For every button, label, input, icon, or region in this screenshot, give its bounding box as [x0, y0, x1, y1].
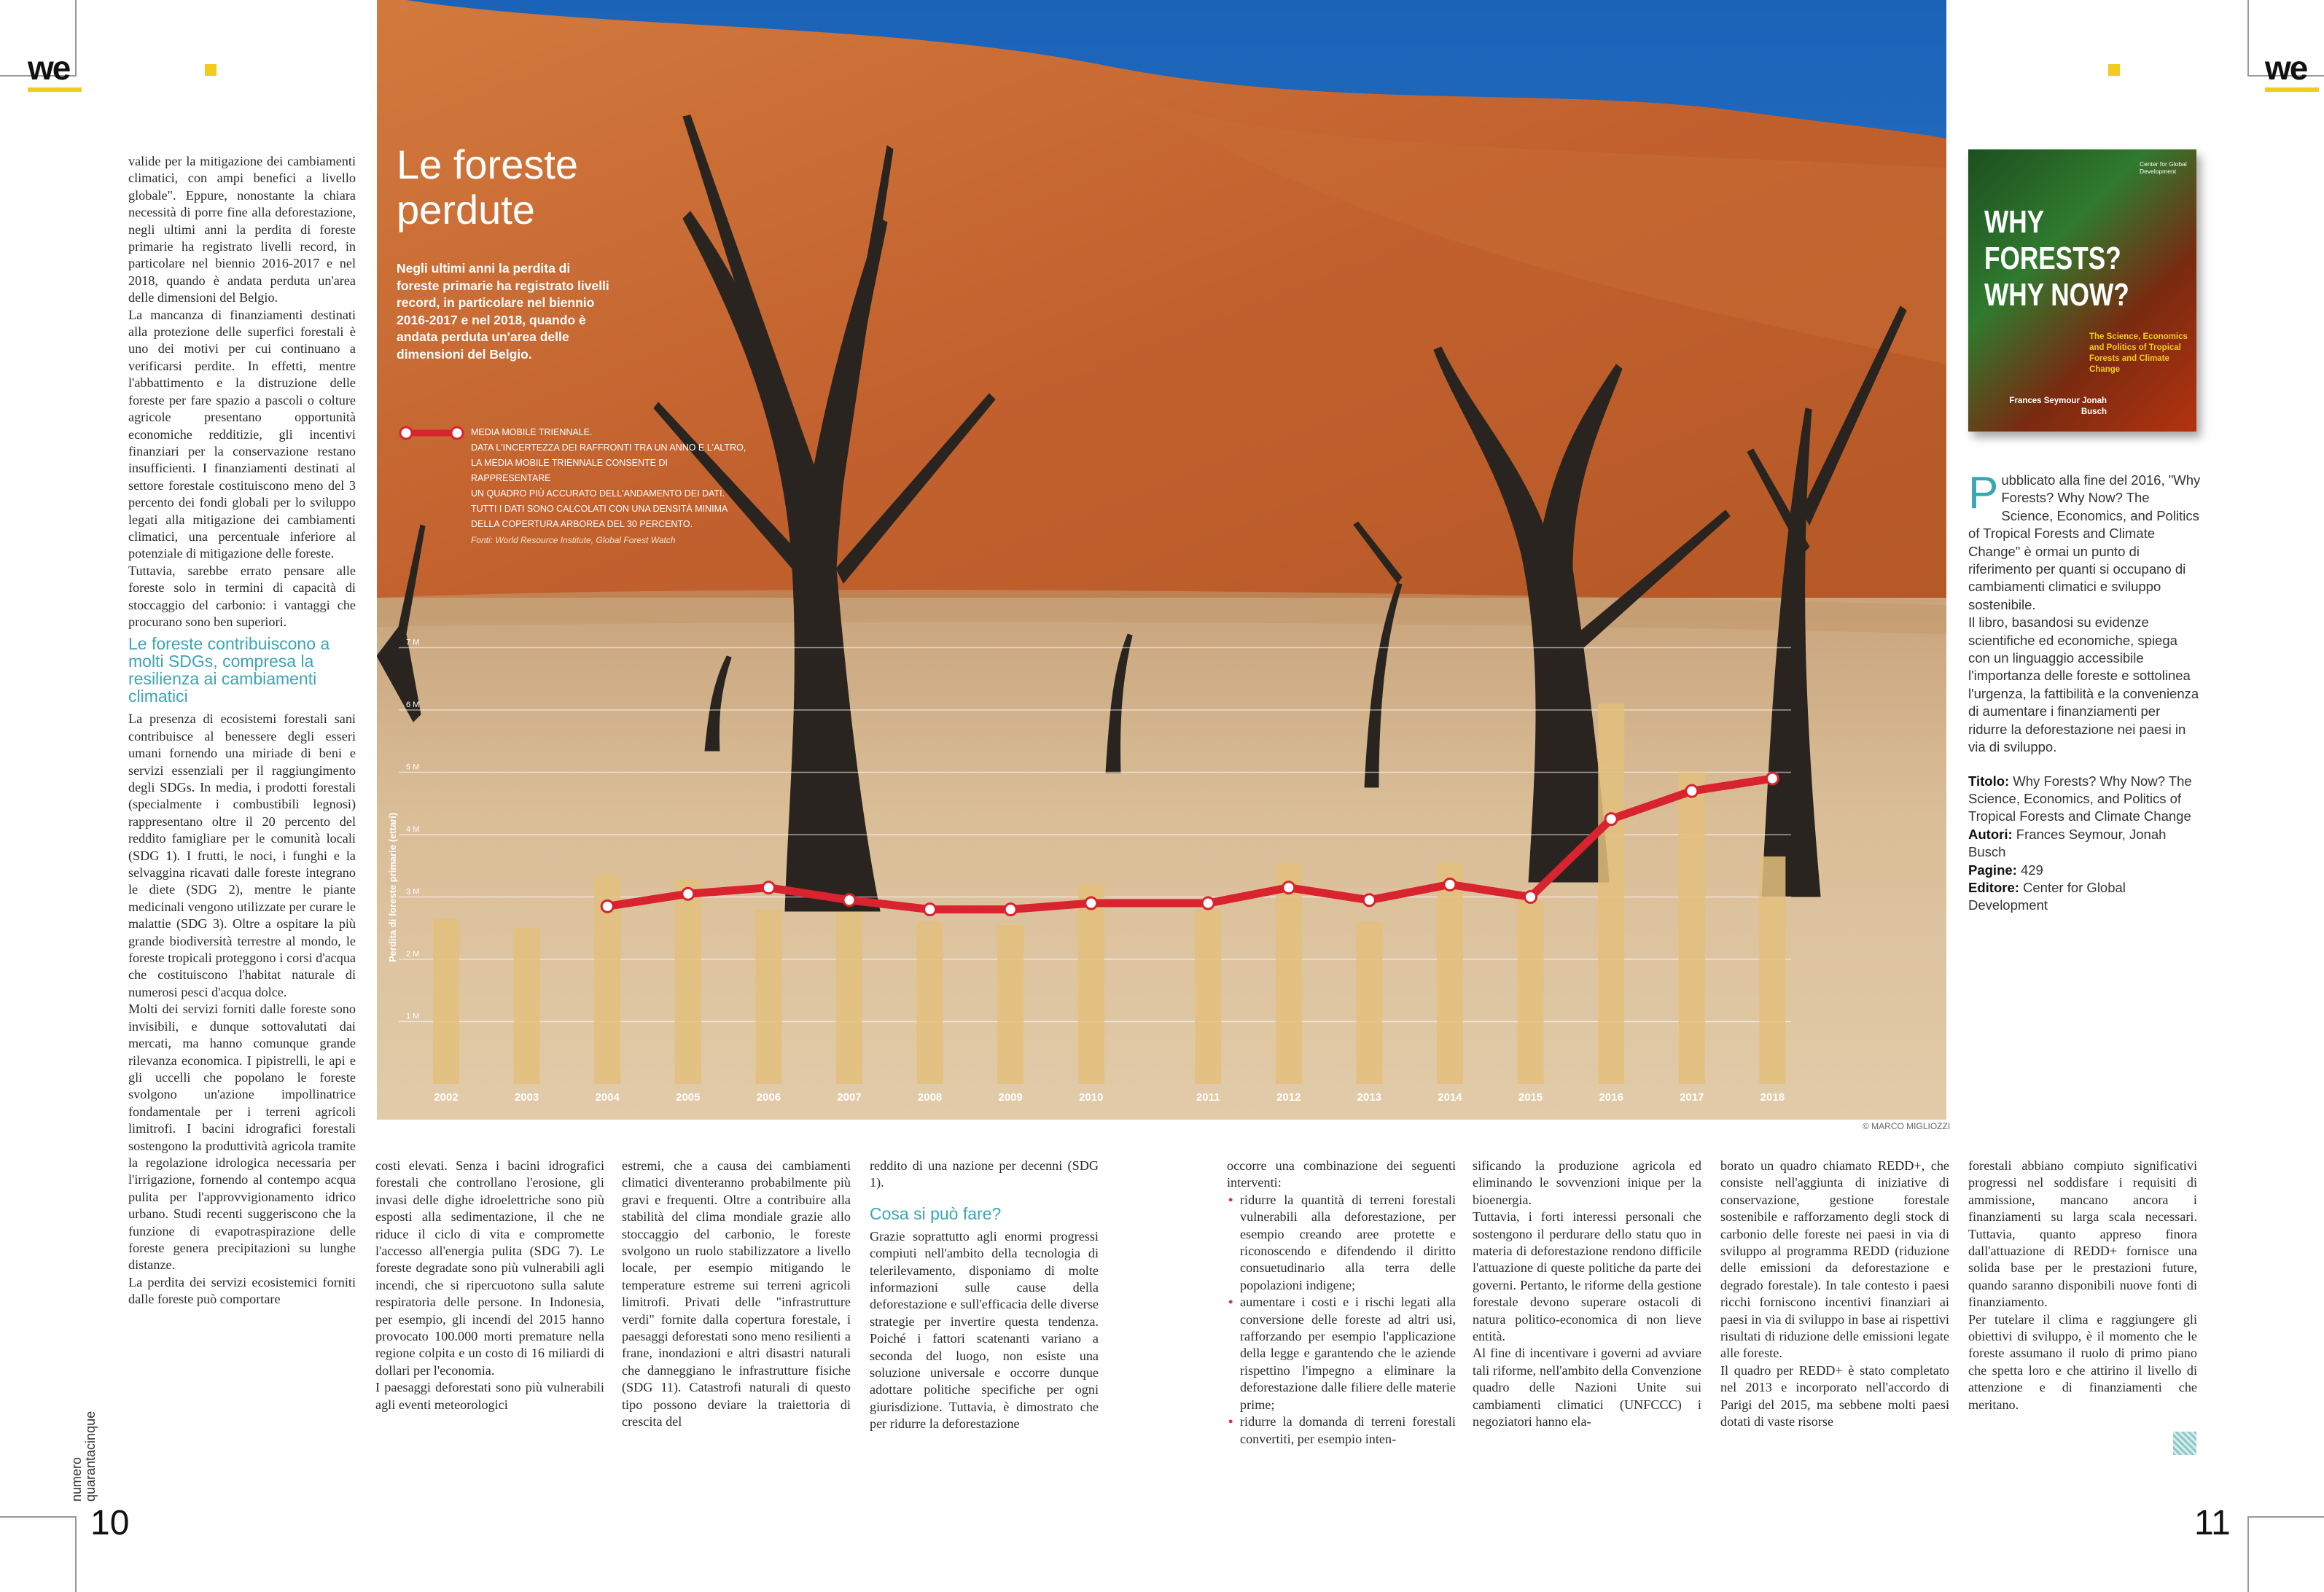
- y-tick-label: 7 M: [406, 638, 420, 647]
- x-tick-label: 2016: [1599, 1091, 1623, 1104]
- x-tick-label: 2003: [514, 1091, 539, 1104]
- book-title-meta: Titolo: Why Forests? Why Now? The Science, Economics, and Politics of Tropical Forests and Climate Change: [1968, 773, 2192, 824]
- logo-underline: [2265, 87, 2319, 92]
- legend-note: UN QUADRO PIÙ ACCURATO DELL'ANDAMENTO DEI DATI.: [471, 488, 725, 499]
- paragraph: La presenza di ecosistemi forestali sani contribuisce al benessere degli esseri umani fornendo una miriade di beni e servizi essenziali per il raggiungimento degli SDGs. In media, i prodotti forestali (specialmente i combustibili legnosi) rappresentano oltre il 20 percento del reddito famigliare per le comunità locali (SDG 1). I frutti, le noci, i funghi e la selvaggina ricavati dalle foreste integrano le diete (SDG 2), mentre le piante medicinali vengono utilizzate per curare le malattie (SDG 3). Oltre a ospitare la più grande biodiversità terrestre al mondo, le foreste tropicali proteggono i corsi d'acqua che costituiscono l'habitat naturale di numerosi pesci d'acqua dolce.: [128, 711, 356, 999]
- chart-bar: [997, 925, 1023, 1084]
- chart-bar: [917, 922, 943, 1084]
- chart-legend: [471, 425, 748, 532]
- article-column-5: [1227, 1158, 1456, 1448]
- brand-logo-left: [28, 48, 86, 92]
- paragraph: costi elevati. Senza i bacini idrografici forestali che controllano l'erosione, gli invasi delle dighe idroelettriche sono più esposti alla sedimentazione, il che ne riduce il ciclo di vita e compromette l'accesso all'energia pulita (SDG 7). Le foreste degradate sono più vulnerabili agli incendi, che si ripercuotono sulla salute respiratoria delle persone. In Indonesia, per esempio, gli incendi del 2015 hanno provocato 100.000 morti premature nella regione colpita e un costo di 16 miliardi di dollari per l'economia.: [375, 1158, 604, 1378]
- chart-bar: [1078, 884, 1104, 1084]
- chart-bars: [433, 703, 1785, 1084]
- line-point: [601, 900, 613, 912]
- paragraph: Tuttavia, i forti interessi personali che sostengono il perdurare dello statu quo in materia di deforestazione rendono difficile l'attuazione di queste politiche da parte dei governi. Pertanto, le riforme della gestione forestale devono superare ostacoli di natura politico-economica di non lieve entità.: [1473, 1209, 1701, 1344]
- line-point: [1766, 773, 1778, 784]
- article-column-4: [870, 1158, 1099, 1433]
- book-review: [1968, 468, 2202, 915]
- chart-bar: [836, 913, 862, 1084]
- brand-logo-right: [2265, 48, 2323, 92]
- chart-bar: [675, 878, 701, 1084]
- issue-label: numero quarantacinque: [69, 1410, 98, 1502]
- logo-text: we: [2265, 49, 2307, 87]
- x-tick-label: 2011: [1196, 1091, 1220, 1104]
- y-tick-label: 4 M: [406, 825, 420, 834]
- line-point: [1202, 897, 1214, 909]
- crop-mark: [75, 1516, 77, 1592]
- line-point: [1605, 813, 1617, 825]
- paragraph: La mancanza di finanziamenti destinati alla protezione delle superfici forestali è uno dei motivi per cui continuano a verificarsi perdite. In effetti, mentre l'abbattimento e la distruzione delle foreste per fare spazio a pascoli o colture agricole presentano opportunità economiche redditizie, gli incentivi finanziari per la conservazione restano insufficienti. I finanziamenti destinati al settore forestale costituiscono meno del 3 percento dei fondi globali per lo sviluppo legati alla mitigazione dei cambiamenti climatici, una percentuale inferiore al potenziale di mitigazione delle foreste.: [128, 307, 356, 561]
- x-tick-label: 2012: [1276, 1091, 1301, 1104]
- cover-authors: Frances Seymour Jonah Busch: [2009, 397, 2107, 416]
- y-tick-label: 2 M: [406, 950, 420, 959]
- x-tick-label: 2015: [1518, 1091, 1543, 1104]
- legend-symbol: [400, 427, 463, 439]
- y-tick-label: 6 M: [406, 701, 420, 709]
- crop-mark: [2247, 0, 2249, 77]
- photo-credit: © MARCO MIGLIOZZI: [1863, 1121, 1951, 1131]
- chart-bar: [1276, 862, 1302, 1084]
- crop-mark: [2247, 1516, 2249, 1592]
- end-mark: [2173, 1432, 2196, 1455]
- chart-bar: [433, 918, 459, 1084]
- paragraph: sificando la produzione agricola ed eliminando le sovvenzioni inique per la bioenergia.: [1473, 1158, 1701, 1207]
- crop-mark: [0, 1516, 77, 1518]
- x-tick-label: 2008: [917, 1091, 943, 1104]
- chart-x-ticks: [434, 1091, 1785, 1104]
- chart-bar: [1598, 703, 1624, 1084]
- chart-bar: [1518, 900, 1544, 1084]
- article-column-6: [1473, 1158, 1701, 1431]
- book-publisher-meta: Editore: Center for Global Development: [1968, 879, 2126, 913]
- line-point: [682, 888, 694, 900]
- line-point: [843, 894, 855, 906]
- legend-note: TUTTI I DATI SONO CALCOLATI CON UNA DENSITÀ MINIMA: [471, 504, 728, 514]
- cover-subtitle: The Science, Economics and Politics of Tropical Forests and Climate Change: [2089, 332, 2188, 374]
- x-tick-label: 2007: [837, 1091, 862, 1104]
- section-heading: Le foreste contribuiscono a molti SDGs, compresa la resilienza ai cambiamenti climatici: [128, 634, 330, 706]
- feature-intro: Negli ultimi anni la perdita di foreste primarie ha registrato livelli record, in particolare nel biennio 2016-2017 e nel 2018, quando è andata perduta un'area delle dimensioni del Belgio.: [397, 261, 609, 362]
- paragraph: estremi, che a causa dei cambiamenti climatici diventeranno probabilmente più gravi e frequenti. Oltre a contribuire alla stabilità del clima mondiale grazie allo stoccaggio del carbonio, le foreste svolgono un ruolo stabilizzatore a livello locale, per esempio mitigando le temperature estreme sui terreni agricoli limitrofi. Privati delle "infrastrutture verdi" fornite dalla copertura forestale, i paesaggi deforestati sono meno resilienti a frane, inondazioni e altri disastri naturali che danneggiano le infrastrutture fisiche (SDG 11). Catastrofi naturali di questo tipo possono deviare la traiettoria di crescita del: [622, 1158, 851, 1429]
- x-tick-label: 2018: [1760, 1091, 1785, 1104]
- paragraph: borato un quadro chiamato REDD+, che consiste nell'aggiunta di iniziative di conservazione, gestione forestale sostenibile e rafforzamento degli stock di carbonio delle foreste nei paesi in via di sviluppo al programma REDD (riduzione delle emissioni da deforestazione e degrado forestale). In tale contesto i paesi ricchi forniscono incentivi finanziari ai paesi in via di sviluppo in base ai rispettivi risultati di riduzione delle emissioni legate alle foreste.: [1720, 1158, 1949, 1361]
- paragraph: Grazie soprattutto agli enormi progressi compiuti nell'ambito della tecnologia di telerilevamento, disponiamo di molte informazioni sulle cause della deforestazione e sull'efficacia delle diverse strategie per invertire questa tendenza. Poiché i fattori scatenanti variano a seconda del luogo, non esiste una soluzione universale e occorre dunque adottare politiche specifiche per ogni giurisdizione. Tuttavia, è dimostrato che per ridurre la deforestazione: [870, 1228, 1099, 1432]
- logo-text: we: [28, 49, 70, 87]
- list-item: • ridurre la quantità di terreni forestali vulnerabili alla deforestazione, per esempio creando aree protette e riconoscendo e difendendo il diritto consuetudinario alla terra delle popolazioni indigene;: [1227, 1192, 1456, 1294]
- chart-bar: [1356, 922, 1382, 1084]
- chart-bar: [514, 928, 540, 1084]
- feature-title: Le foreste perdute: [397, 141, 579, 233]
- paragraph: occorre una combinazione dei seguenti interventi:: [1227, 1158, 1456, 1190]
- crop-mark: [2247, 1516, 2324, 1518]
- paragraph: Al fine di incentivare i governi ad avviare tali riforme, nell'ambito della Convenzione quadro delle Nazioni Unite sui cambiamenti climatici (UNFCCC) i negoziatori hanno ela-: [1473, 1346, 1701, 1429]
- paragraph: Molti dei servizi forniti dalle foreste sono invisibili, e dunque sottovalutati dai mercati, ma hanno comunque grande rilevanza economica. I pipistrelli, le api e gli uccelli che popolano le foreste svolgono un'azione impollinatrice fondamentale per i terreni agricoli limitrofi. I bacini idrografici forestali sostengono la produttività agricola tramite la regolazione idrologica necessaria per l'irrigazione, fornendo al contempo acqua pulita per l'approvvigionamento idrico urbano. Studi recenti suggeriscono che la funzione di evapotraspirazione delle foreste genera precipitazioni su lunghe distanze.: [128, 1002, 356, 1273]
- review-paragraph: Il libro, basandosi su evidenze scientifiche ed economiche, spiega con un linguaggio accessibile l'importanza delle foreste e sottolinea l'urgenza, la fattibilità e la convenienza di aumentare i finanziamenti per ridurre la deforestazione nei paesi in via di sviluppo.: [1968, 614, 2199, 755]
- paragraph: I paesaggi deforestati sono più vulnerabili agli eventi meteorologici: [375, 1380, 604, 1412]
- paragraph: Il quadro per REDD+ è stato completato nel 2013 e incorporato nell'accordo di Parigi del 2015, ma sebbene molti paesi dotati di vaste risorse: [1720, 1362, 1949, 1429]
- paragraph: forestali abbiano compiuto significativi progressi nel soddisfare i requisiti di ammissione, mancano ancora i finanziamenti su larga scala necessari. Tuttavia, quanto appreso finora dall'attuazione di REDD+ fornisce una solida base per le prestazioni future, quando saranno disponibili nuove fonti di finanziamento.: [1968, 1158, 2197, 1310]
- book-authors-meta: Autori: Frances Seymour, Jonah Busch: [1968, 826, 2167, 860]
- x-tick-label: 2010: [1079, 1091, 1104, 1104]
- page-number-right: 11: [2194, 1504, 2231, 1542]
- y-tick-label: 1 M: [406, 1012, 420, 1021]
- chart-source: Fonti: World Resource Institute, Global Forest Watch: [471, 535, 676, 545]
- x-tick-label: 2013: [1357, 1091, 1382, 1104]
- legend-note: DATA L'INCERTEZZA DEI RAFFRONTI TRA UN ANNO E L'ALTRO,: [471, 442, 746, 453]
- line-point: [1085, 897, 1097, 909]
- paragraph: La perdita dei servizi ecosistemici forniti dalle foreste può comportare: [128, 1274, 356, 1307]
- line-point: [1363, 894, 1375, 906]
- line-point: [1283, 882, 1295, 894]
- list-item: • aumentare i costi e i rischi legati alla conversione delle foreste ad altri usi, rafforzando per esempio l'applicazione della legge e garantendo che le aziende rispettino l'impegno a eliminare la deforestazione dalle filiere delle materie prime;: [1227, 1294, 1456, 1413]
- review-paragraph: [1968, 468, 2202, 614]
- list-item: • ridurre la domanda di terreni forestali convertiti, per esempio inten-: [1227, 1413, 1456, 1448]
- chart-y-ticks: [406, 639, 419, 1021]
- x-tick-label: 2009: [998, 1091, 1023, 1104]
- logo-underline: [28, 87, 82, 92]
- yellow-marker: [205, 64, 217, 76]
- chart-bar: [1679, 773, 1705, 1085]
- chart-bar: [1437, 862, 1463, 1084]
- article-column-2: [375, 1158, 604, 1413]
- line-point: [763, 882, 774, 894]
- line-point: [1444, 878, 1456, 890]
- cover-publisher: Center for Global Development: [2140, 160, 2187, 175]
- chart-bar: [1195, 910, 1221, 1084]
- x-tick-label: 2004: [595, 1091, 620, 1104]
- x-tick-label: 2017: [1680, 1091, 1704, 1104]
- legend-note: DELLA COPERTURA ARBOREA DEL 30 PERCENTO.: [471, 519, 693, 529]
- cover-title: WHY FORESTS? WHY NOW?: [1984, 204, 2129, 313]
- x-tick-label: 2014: [1438, 1091, 1462, 1104]
- article-column-8: [1968, 1158, 2197, 1413]
- bullet-list: [1227, 1192, 1456, 1448]
- section-heading: Cosa si può fare?: [870, 1203, 1002, 1223]
- legend-note: LA MEDIA MOBILE TRIENNALE CONSENTE DI RAPPRESENTARE: [471, 458, 668, 483]
- legend-series-name: MEDIA MOBILE TRIENNALE.: [471, 427, 593, 437]
- paragraph: reddito di una nazione per decenni (SDG 1).: [870, 1158, 1099, 1190]
- moving-average-line: [607, 779, 1772, 910]
- y-tick-label: 3 M: [406, 887, 420, 897]
- review-text: ubblicato alla fine del 2016, "Why Forests? Why Now? The Science, Economics, and Politics of Tropical Forests and Climate Change" è ormai un punto di riferimento per quanti si occupano di cambiamenti climatici e sviluppo sostenibile.: [1968, 472, 2201, 612]
- x-tick-label: 2002: [434, 1091, 459, 1104]
- line-point: [1005, 904, 1016, 916]
- paragraph: Tuttavia, sarebbe errato pensare alle foreste solo in termini di capacità di stoccaggio del carbonio: i vantaggi che procurano sono ben superiori.: [128, 563, 356, 629]
- line-point: [1525, 891, 1537, 903]
- chart-bar: [1759, 857, 1785, 1084]
- y-tick-label: 5 M: [406, 762, 420, 772]
- x-tick-label: 2006: [756, 1091, 781, 1104]
- yellow-marker: [2108, 64, 2120, 76]
- drop-cap: P: [1968, 468, 1999, 518]
- y-axis-label: Perdita di foreste primarie (ettari): [387, 812, 398, 962]
- book-pages-meta: Pagine: 429: [1968, 862, 2043, 878]
- book-cover: [1968, 149, 2196, 432]
- paragraph: valide per la mitigazione dei cambiamenti climatici, con ampi benefici a livello globale". Eppure, nonostante la chiara necessità di porre fine alla deforestazione, negli ultimi anni la perdita di foreste primarie ha registrato livelli record, in particolare nel biennio 2016-2017 e nel 2018, quando è andata perduta un'area delle dimensioni del Belgio.: [128, 154, 356, 305]
- article-column-1: [128, 153, 356, 1308]
- article-column-3: [622, 1158, 851, 1431]
- x-tick-label: 2005: [676, 1091, 701, 1104]
- line-point: [924, 904, 936, 916]
- paragraph: Per tutelare il clima e raggiungere gli obiettivi di sviluppo, è il momento che le foreste assumano il ruolo di primo piano che spetta loro e che attirino il livello di attenzione e di finanziamenti che meritano.: [1968, 1311, 2197, 1412]
- article-column-7: [1720, 1158, 1949, 1431]
- page-number-left: 10: [90, 1504, 130, 1542]
- line-point: [1686, 785, 1698, 797]
- chart-bar: [755, 910, 781, 1084]
